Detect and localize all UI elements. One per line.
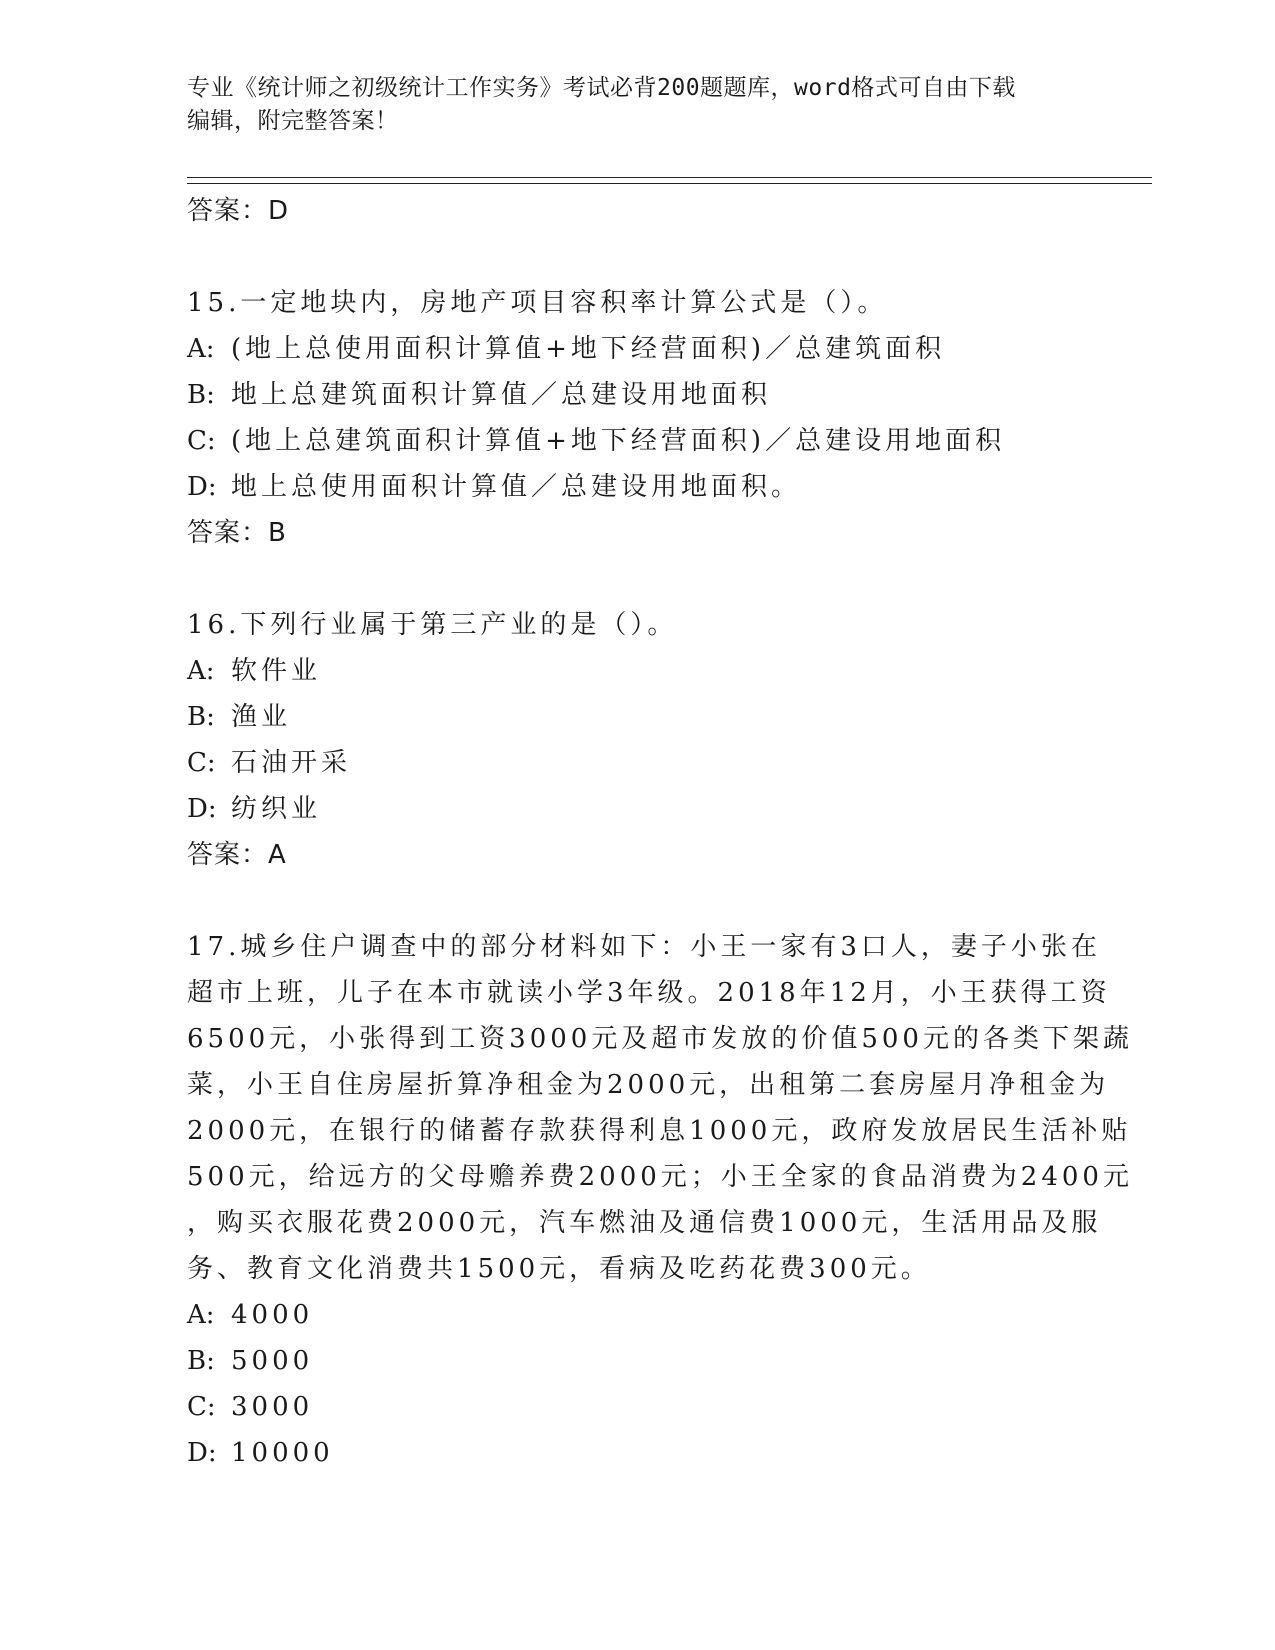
question-17-option-a <box>187 1292 1087 1338</box>
option-key: A: <box>187 1300 215 1330</box>
question-content <box>187 188 1133 1476</box>
question-15-option-b <box>187 372 1087 418</box>
option-text: 石油开采 <box>231 748 352 778</box>
question-15-option-c <box>187 418 1087 464</box>
option-text: (地上总使用面积计算值+地下经营面积)／总建筑面积 <box>231 334 946 364</box>
option-text: 3000 <box>231 1392 314 1422</box>
question-17-option-b <box>187 1338 1087 1384</box>
option-key: A: <box>187 656 215 686</box>
header-title-line-2: 编辑，附完整答案！ <box>187 108 399 134</box>
question-17-stem-line: 2000元，在银行的储蓄存款获得利息1000元，政府发放居民生活补贴 <box>187 1116 1132 1146</box>
question-17-stem-line: 超市上班，儿子在本市就读小学3年级。2018年12月，小王获得工资 <box>187 978 1111 1008</box>
question-17-stem-line: 17.城乡住户调查中的部分材料如下：小王一家有3口人，妻子小张在 <box>187 932 1101 962</box>
question-15 <box>187 280 1087 556</box>
option-key: B: <box>187 380 215 410</box>
option-text: 渔业 <box>231 702 292 732</box>
answer-q16: 答案：A <box>187 840 287 870</box>
spacer <box>187 878 1087 924</box>
question-17-option-c <box>187 1384 1087 1430</box>
question-16-option-d <box>187 786 1087 832</box>
option-key: A: <box>187 334 215 364</box>
option-text: 10000 <box>231 1438 334 1468</box>
question-17-stem-line: 菜，小王自住房屋折算净租金为2000元，出租第二套房屋月净租金为 <box>187 1070 1110 1100</box>
question-17-stem-line: 500元，给远方的父母赡养费2000元；小王全家的食品消费为2400元 <box>187 1162 1133 1192</box>
option-key: C: <box>187 1392 216 1422</box>
answer-q14: 答案：D <box>187 196 290 226</box>
spacer <box>187 556 1087 602</box>
option-key: B: <box>187 702 215 732</box>
option-key: D: <box>187 1438 217 1468</box>
page-header <box>187 72 1087 138</box>
question-17-stem-line: 6500元，小张得到工资3000元及超市发放的价值500元的各类下架蔬 <box>187 1024 1133 1054</box>
option-key: D: <box>187 794 217 824</box>
option-text: 纺织业 <box>231 794 322 824</box>
option-key: B: <box>187 1346 215 1376</box>
header-divider-top <box>187 177 1152 178</box>
option-text: 软件业 <box>231 656 322 686</box>
option-key: C: <box>187 426 216 456</box>
option-key: C: <box>187 748 216 778</box>
question-16-option-c <box>187 740 1087 786</box>
question-16-option-b <box>187 694 1087 740</box>
question-17-stem-line: ，购买衣服花费2000元，汽车燃油及通信费1000元，生活用品及服 <box>187 1208 1102 1238</box>
option-text: (地上总建筑面积计算值+地下经营面积)／总建设用地面积 <box>231 426 1006 456</box>
question-16-stem: 16.下列行业属于第三产业的是（）。 <box>187 610 678 640</box>
header-divider-bottom <box>187 183 1152 184</box>
question-17 <box>187 924 1133 1476</box>
option-text: 地上总使用面积计算值／总建设用地面积。 <box>231 472 802 502</box>
header-title-line-1: 专业《统计师之初级统计工作实务》考试必背200题题库，word格式可自由下载 <box>187 75 1016 101</box>
question-16-option-a <box>187 648 1087 694</box>
option-text: 5000 <box>231 1346 314 1376</box>
answer-q15: 答案：B <box>187 518 287 548</box>
spacer <box>187 234 1087 280</box>
question-15-stem: 15.一定地块内，房地产项目容积率计算公式是（）。 <box>187 288 888 318</box>
question-15-option-d <box>187 464 1087 510</box>
question-17-option-d <box>187 1430 1087 1476</box>
option-text: 地上总建筑面积计算值／总建设用地面积 <box>231 380 772 410</box>
option-text: 4000 <box>231 1300 314 1330</box>
option-key: D: <box>187 472 217 502</box>
question-15-option-a <box>187 326 1087 372</box>
question-16 <box>187 602 1087 878</box>
question-17-stem-line: 务、教育文化消费共1500元，看病及吃药花费300元。 <box>187 1254 931 1284</box>
